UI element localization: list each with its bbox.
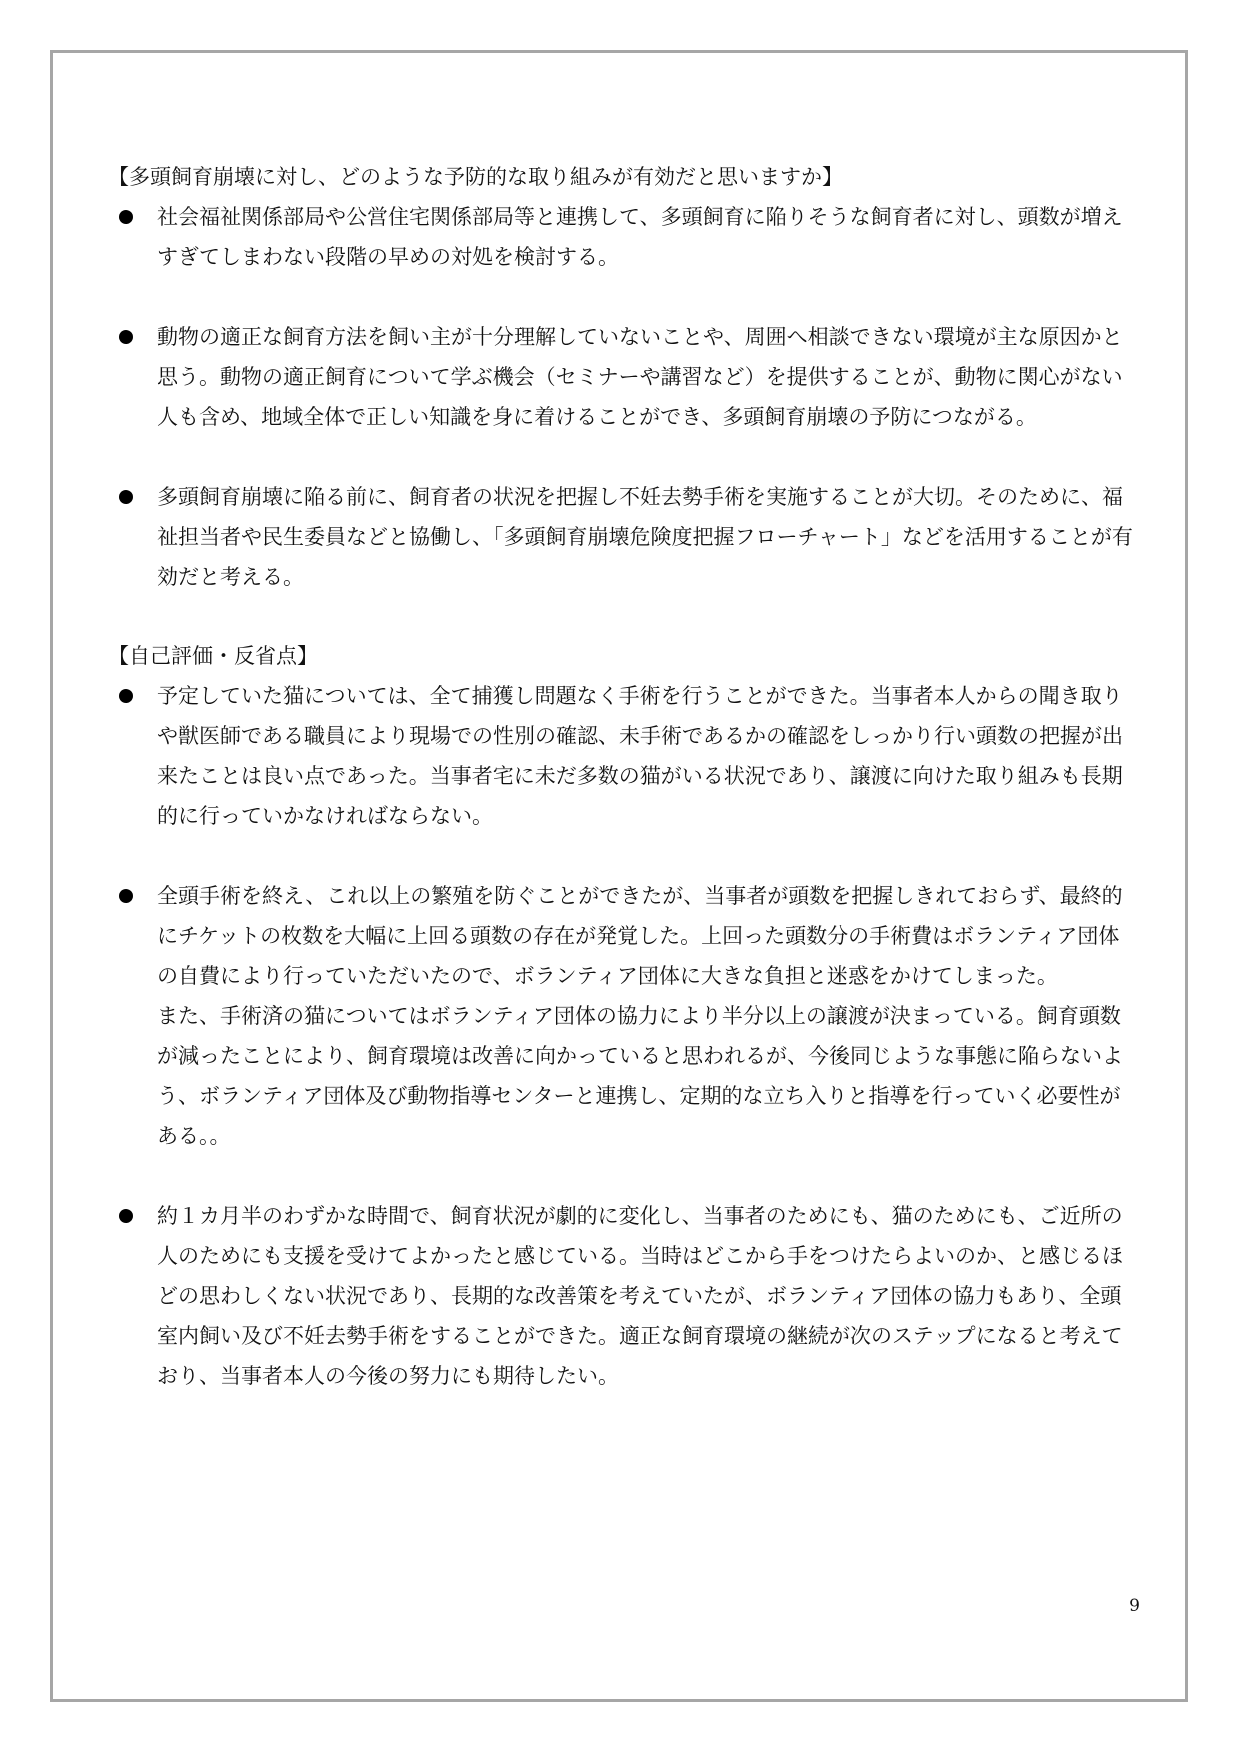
list-item bbox=[108, 317, 1138, 437]
list-item-text: 動物の適正な飼育方法を飼い主が十分理解していないことや、周囲へ相談できない環境が主な原因かと思う。動物の適正飼育について学ぶ機会（セミナーや講習など）を提供することが、動物に関心がない人も含め、地域全体で正しい知識を身に着けることができ、多頭飼育崩壊の予防につながる。 bbox=[157, 325, 1123, 429]
list-item bbox=[108, 1196, 1138, 1396]
section-heading-prevention: 【多頭飼育崩壊に対し、どのような予防的な取り組みが有効だと思いますか】 bbox=[108, 165, 843, 189]
page-number: 9 bbox=[1129, 1596, 1140, 1616]
bullet-icon bbox=[119, 1209, 133, 1223]
list-item-text: 予定していた猫については、全て捕獲し問題なく手術を行うことができた。当事者本人からの聞き取りや獣医師である職員により現場での性別の確認、未手術であるかの確認をしっかり行い頭数の把握が出来たことは良い点であった。当事者宅に未だ多数の猫がいる状況であり、譲渡に向けた取り組みも長期的に行っていかなければならない。 bbox=[157, 684, 1123, 828]
bullet-icon bbox=[119, 689, 133, 703]
list-item bbox=[108, 676, 1138, 836]
bullet-icon bbox=[119, 330, 133, 344]
bullet-icon bbox=[119, 490, 133, 504]
list-item bbox=[108, 876, 1138, 1156]
list-item-text: 全頭手術を終え、これ以上の繁殖を防ぐことができたが、当事者が頭数を把握しきれておらず、最終的にチケットの枚数を大幅に上回る頭数の存在が発覚した。上回った頭数分の手術費はボランティア団体の自費により行っていただいたので、ボランティア団体に大きな負担と迷惑をかけてしまった。 bbox=[157, 884, 1123, 988]
list-item-text: 社会福祉関係部局や公営住宅関係部局等と連携して、多頭飼育に陥りそうな飼育者に対し、頭数が増えすぎてしまわない段階の早めの対処を検討する。 bbox=[157, 205, 1123, 269]
bullet-icon bbox=[119, 889, 133, 903]
list-item bbox=[108, 477, 1138, 597]
list-item bbox=[108, 197, 1138, 277]
list-item-text-continued: また、手術済の猫についてはボランティア団体の協力により半分以上の譲渡が決まっている。飼育頭数が減ったことにより、飼育環境は改善に向かっていると思われるが、今後同じような事態に陥らないよう、ボランティア団体及び動物指導センターと連携し、定期的な立ち入りと指導を行っていく必要性がある。。 bbox=[157, 1004, 1123, 1148]
bullet-icon bbox=[119, 210, 133, 224]
document-body bbox=[108, 158, 1138, 1396]
list-item-text: 約１カ月半のわずかな時間で、飼育状況が劇的に変化し、当事者のためにも、猫のためにも、ご近所の人のためにも支援を受けてよかったと感じている。当時はどこから手をつけたらよいのか、と感じるほどの思わしくない状況であり、長期的な改善策を考えていたが、ボランティア団体の協力もあり、全頭室内飼い及び不妊去勢手術をすることができた。適正な飼育環境の継続が次のステップになると考えており、当事者本人の今後の努力にも期待したい。 bbox=[157, 1204, 1123, 1388]
section-heading-self-evaluation: 【自己評価・反省点】 bbox=[108, 644, 318, 668]
list-item-text: 多頭飼育崩壊に陥る前に、飼育者の状況を把握し不妊去勢手術を実施することが大切。そのために、福祉担当者や民生委員などと協働し、「多頭飼育崩壊危険度把握フローチャート」などを活用することが有効だと考える。 bbox=[157, 485, 1133, 589]
